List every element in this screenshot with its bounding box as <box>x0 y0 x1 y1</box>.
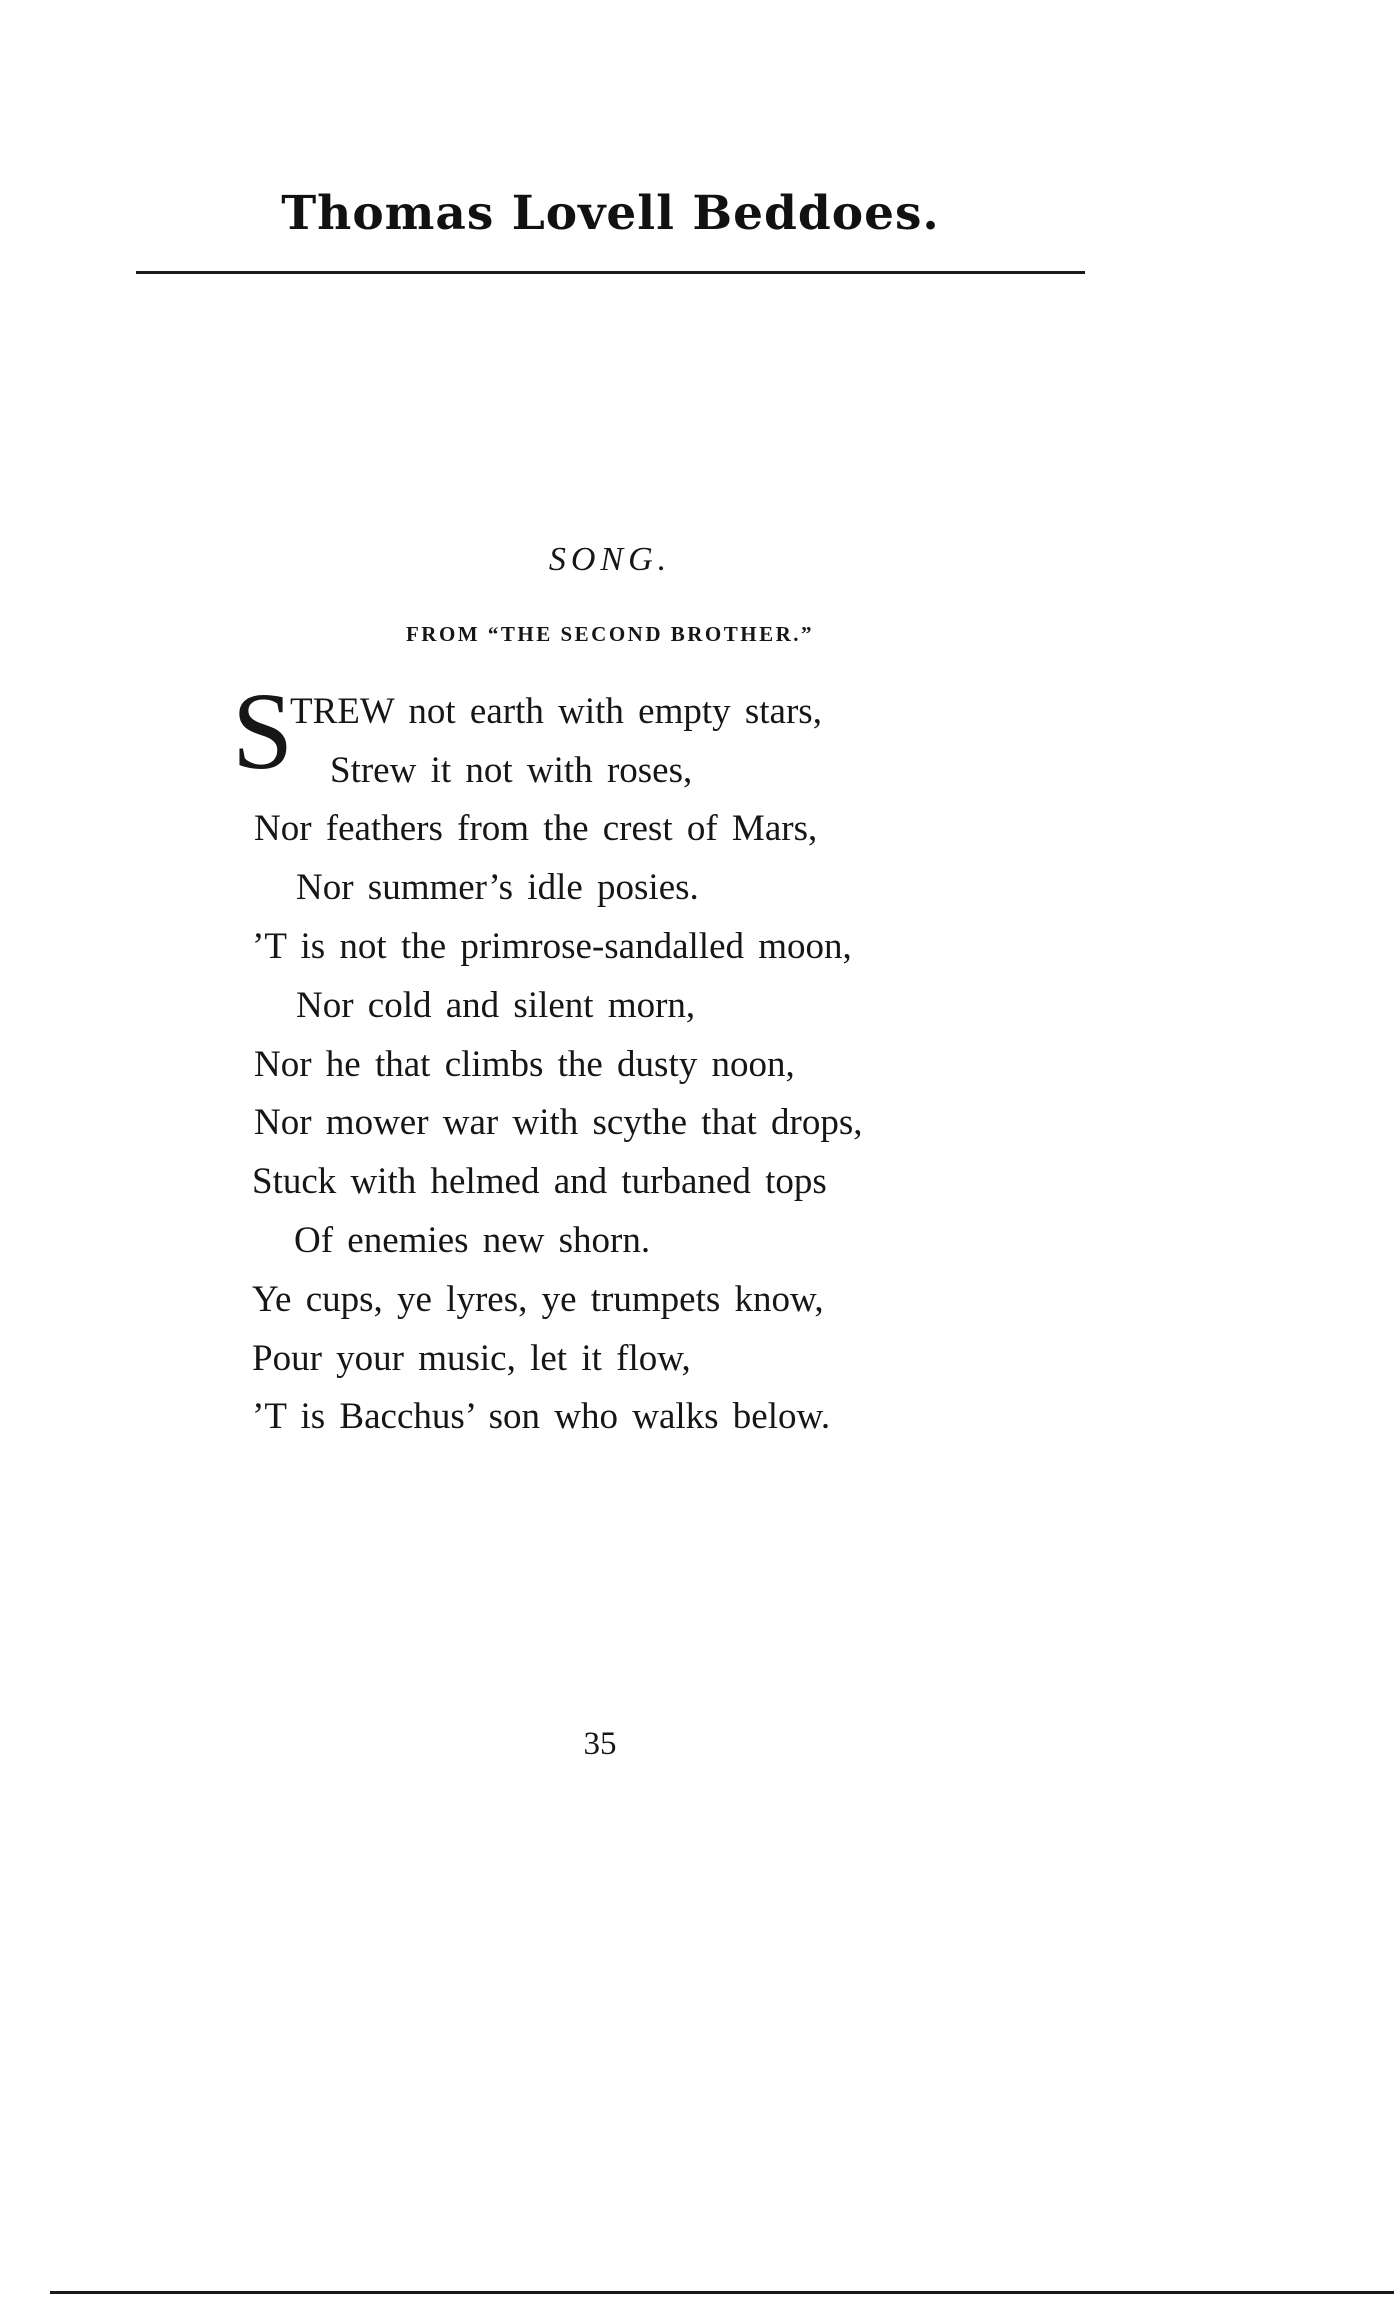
poem-line: Strew it not with roses, <box>330 750 693 791</box>
header-rule <box>136 271 1085 274</box>
poem-line: Nor summer’s idle posies. <box>296 867 699 908</box>
bottom-rule <box>50 2291 1394 2294</box>
poem-line: Nor feathers from the crest of Mars, <box>254 808 818 849</box>
poem-line: Ye cups, ye lyres, ye trumpets know, <box>252 1279 824 1320</box>
poem-line: Nor cold and silent morn, <box>296 985 696 1026</box>
drop-cap: S <box>232 670 294 792</box>
poem-line: ’T is not the primrose-sandalled moon, <box>252 926 852 967</box>
poem-line: Nor mower war with scythe that drops, <box>254 1102 863 1143</box>
poem-line: Stuck with helmed and turbaned tops <box>252 1161 827 1202</box>
poem-line: Of enemies new shorn. <box>294 1220 651 1261</box>
song-title: SONG. <box>548 541 672 578</box>
poem-line: Pour your music, let it flow, <box>252 1338 691 1379</box>
poem-line: ’T is Bacchus’ son who walks below. <box>252 1396 831 1437</box>
page-number: 35 <box>583 1726 617 1762</box>
running-head-title: Thomas Lovell Beddoes. <box>281 186 940 241</box>
poem-line: Nor he that climbs the dusty noon, <box>254 1044 795 1085</box>
song-subtitle: FROM “THE SECOND BROTHER.” <box>405 622 815 646</box>
poem-line: TREW not earth with empty stars, <box>290 691 822 732</box>
